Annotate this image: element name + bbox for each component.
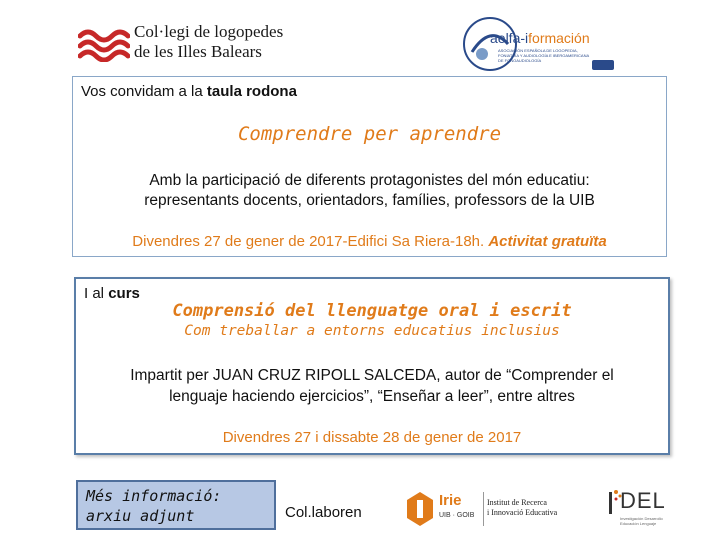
irie-institute: Institut de Recerca i Innovació Educativa	[487, 498, 558, 517]
irie-name: Irie	[439, 492, 462, 509]
more-info-line2: arxiu adjunt	[86, 507, 195, 525]
collaborators-label: Col.laboren	[285, 504, 362, 521]
course-intro: I al curs	[84, 285, 140, 302]
waves-icon	[78, 28, 130, 62]
aelfa-logo	[460, 14, 630, 74]
course-title: Comprensió del llenguatge oral i escrit	[172, 301, 572, 321]
course-subtitle: Com treballar a entorns educatius inclusius	[184, 323, 560, 339]
course-box	[74, 277, 670, 455]
irie-mark-icon	[407, 492, 433, 526]
course-date: Divendres 27 i dissabte 28 de gener de 2017	[222, 429, 522, 446]
del-name: DEL	[620, 488, 666, 513]
round-table-box	[72, 76, 667, 257]
college-name-line1: Col·legi de logopedes	[134, 22, 284, 41]
del-subtitle: Investigación Desarrollo Educación Lenguaje	[620, 516, 663, 526]
course-description: Impartit per JUAN CRUZ RIPOLL SALCEDA, autor de “Comprender el lenguaje haciendo ejercicios”, “Enseñar a leer”, entre altres	[130, 367, 614, 405]
more-info-line1: Més informació:	[86, 487, 222, 505]
aelfa-subtitle: ASOCIACIÓN ESPAÑOLA DE LOGOPEDIA, FONIATRÍA Y AUDIOLOGÍA E IBEROAMERICANA DE FONOAUDIOLOGÍA	[498, 48, 589, 63]
college-name-line2: de les Illes Balears	[134, 42, 262, 61]
more-info-box[interactable]	[76, 480, 276, 530]
irie-logo	[407, 490, 557, 532]
round-table-title: Comprendre per aprendre	[237, 123, 502, 145]
aelfa-brand: aelfa-iformación	[490, 30, 590, 46]
aelfa-badge	[592, 60, 614, 70]
college-logo	[78, 22, 288, 70]
irie-uib: UIB · GOIB	[439, 512, 475, 519]
irie-divider	[483, 492, 484, 526]
del-logo	[606, 486, 676, 532]
round-table-date: Divendres 27 de gener de 2017-Edifici Sa Riera-18h. Activitat gratuïta	[132, 233, 607, 250]
round-table-description: Amb la participació de diferents protagonistes del món educatiu: representants docents, orientadors, famílies, professors de la UIB	[144, 172, 595, 209]
round-table-intro: Vos convidam a la taula rodona	[81, 83, 297, 100]
